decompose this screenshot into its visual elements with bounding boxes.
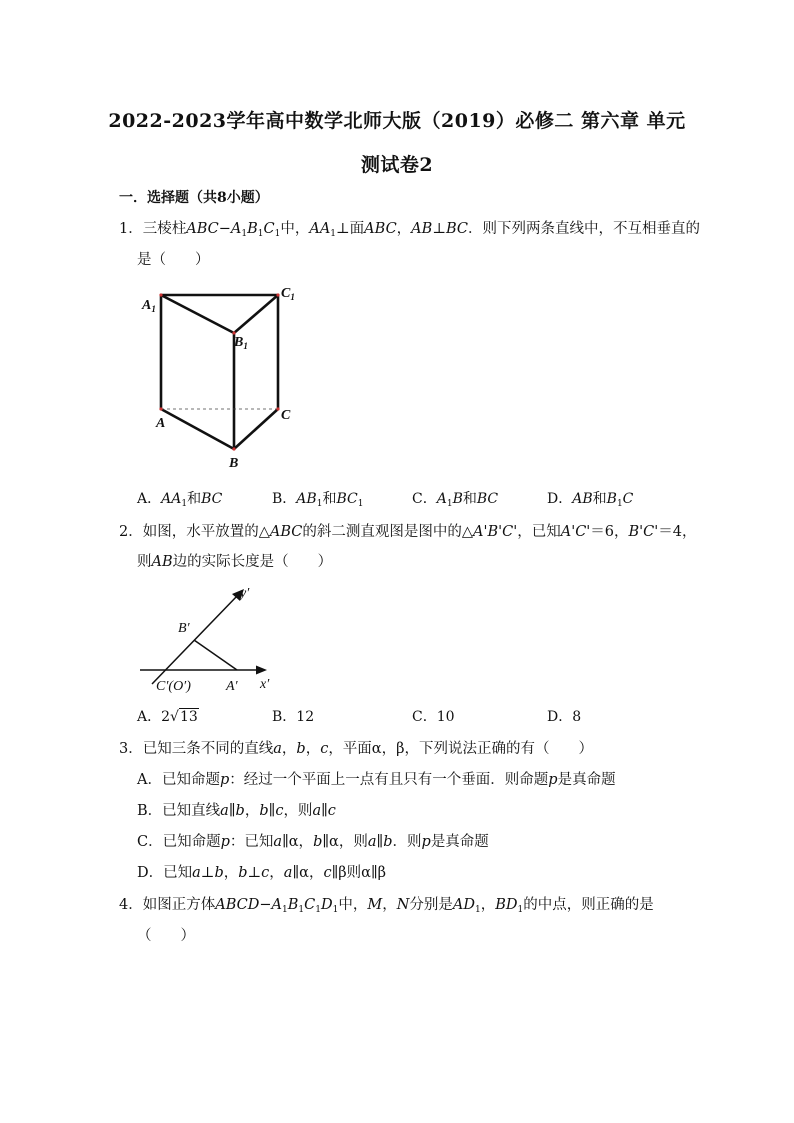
label-y-prime: y′ (240, 586, 250, 601)
question-2-stem: 2．如图，水平放置的△ABC的斜二测直观图是图中的△A'B'C'，已知A'C'＝6，B'C'＝4， (119, 524, 697, 540)
question-1-stem-cont: 是（ ） (137, 252, 210, 268)
question-3-stem: 3．已知三条不同的直线a，b，c，平面α，β，下列说法正确的有（ ） (119, 741, 593, 757)
q1-option-c: C．$A_1B$和BC (412, 491, 499, 509)
q2-option-b: B．12 (272, 709, 315, 725)
section-heading: 一．选择题（共8小题） (119, 190, 269, 206)
q3-option-c: C．已知命题p：已知a∥α，b∥α，则a∥b．则p是真命题 (137, 834, 489, 850)
question-1-stem: 1．三棱柱$ABC-A_1B_1C_1$中，$AA_1\perp$面ABC，AB⊥BC．则下列两条直线中，不互相垂直的 (119, 221, 700, 239)
q1-option-a: A．$AA_1$和BC (137, 491, 223, 509)
oblique-axes-figure (136, 580, 286, 698)
question-4-stem-cont: （ ） (137, 928, 195, 944)
label-B: B (229, 456, 239, 471)
q3-option-b: B．已知直线a∥b，b∥c，则a∥c (137, 803, 336, 819)
label-A1: $A_1$ (142, 298, 156, 314)
question-2-stem-cont: 则AB边的实际长度是（ ） (137, 554, 333, 570)
prism-figure (136, 278, 316, 473)
q2-option-a: A．2√13 (137, 709, 198, 725)
q3-option-a: A．已知命题p：经过一个平面上一点有且只有一个垂面．则命题p是真命题 (137, 772, 616, 788)
question-4-stem: 4．如图正方体$ABCD-A_1B_1C_1D_1$中，M，N分别是$AD_1$，$BD_1$的中点，则正确的是 (119, 897, 654, 915)
document-title-line2: 测试卷2 (360, 154, 434, 176)
q1-option-b: B．$AB_1$和$BC_1$ (272, 491, 364, 509)
label-B1: $B_1$ (234, 335, 248, 351)
label-x-prime: x′ (260, 677, 270, 692)
q3-option-d: D．已知a⊥b，b⊥c，a∥α，c∥β则α∥β (137, 865, 387, 881)
label-A-prime: A′ (226, 679, 238, 694)
x-axis-arrow-icon (256, 666, 267, 675)
label-C-prime-O-prime: C′(O′) (156, 679, 191, 694)
label-C: C (281, 408, 291, 423)
label-A: A (156, 416, 166, 431)
q2-option-c: C．10 (412, 709, 455, 725)
label-B-prime: B′ (178, 621, 190, 636)
q1-option-d: D．AB和$B_1C$ (547, 491, 634, 509)
document-title-line1: 2022-2023学年高中数学北师大版（2019）必修二 第六章 单元 (108, 110, 686, 132)
sqrt-icon: √ (170, 709, 179, 725)
q2-option-d: D．8 (547, 709, 582, 725)
label-C1: $C_1$ (281, 286, 295, 302)
